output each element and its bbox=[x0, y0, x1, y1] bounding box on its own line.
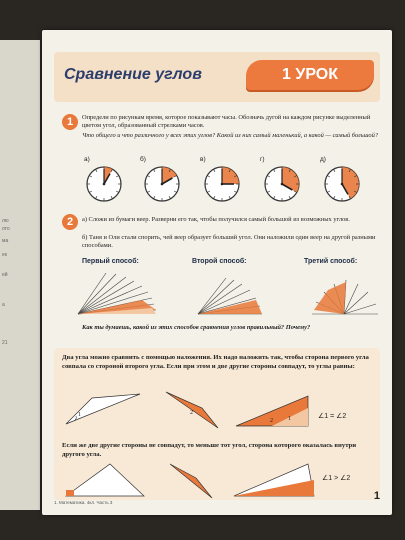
page-number: 1 bbox=[373, 490, 380, 502]
task2-part-b: б) Таня и Оли стали спорить, чей веер образует больший угол. Они наложили один веер на другой разными способами. bbox=[82, 234, 376, 249]
side-page-fragment bbox=[0, 40, 40, 510]
task2-question: Как ты думаешь, какой из этих способов сравнения углов правильный? Почему? bbox=[82, 324, 311, 331]
fan-third-method bbox=[304, 270, 384, 320]
task-number-2: 2 bbox=[62, 214, 78, 230]
side-text: ма bbox=[2, 238, 9, 244]
method-label-1: Первый способ: bbox=[82, 258, 139, 265]
page-title: Сравнение углов bbox=[64, 66, 202, 83]
angle-label: 2 bbox=[190, 410, 193, 416]
fan-second-method bbox=[190, 270, 270, 320]
clock-3 bbox=[205, 167, 239, 201]
side-text: ото bbox=[2, 226, 10, 232]
clock-label-d: г) bbox=[260, 156, 265, 163]
task2-part-a: а) Сложи из бумаги веер. Разверни его так, чтобы получился самый большой из возможных углов. bbox=[82, 216, 350, 223]
side-text: 21 bbox=[2, 340, 8, 346]
clock-label-e: д) bbox=[320, 156, 326, 163]
rule-text-equal: Два угла можно сравнить с помощью наложения. Их надо наложить так, чтобы сторона первого угла совпала со стороной второго угла. Если при этом и две другие стороны совпадут, то углы равны: bbox=[62, 354, 369, 370]
method-label-3: Третий способ: bbox=[304, 258, 358, 265]
clock-label-a: а) bbox=[84, 156, 90, 163]
task1-text: Определи по рисункам время, которое показывают часы. Обозначь дугой на каждом рисунке выделенный цветом угол, образованный стрелками часов. bbox=[82, 114, 371, 129]
angles-overlapped-greater bbox=[230, 460, 316, 500]
angles-overlapped-equal bbox=[232, 390, 312, 430]
angle-4-figure bbox=[166, 460, 216, 500]
formula-equal: ∠1 = ∠2 bbox=[318, 413, 347, 420]
rule-text-greater: Если же две другие стороны не совпадут, то меньше тот угол, сторона которого оказалась внутри другого угла. bbox=[62, 442, 357, 458]
task-number-1: 1 bbox=[62, 114, 78, 130]
clocks-row bbox=[42, 160, 392, 206]
side-text: лю bbox=[2, 218, 9, 224]
header-band bbox=[54, 52, 380, 102]
fan-first-method bbox=[72, 270, 162, 320]
task1-question: Что общего и что различного у всех этих углов? Какой из них самый маленький, а какой — самый большой? bbox=[82, 132, 379, 139]
side-text: а bbox=[2, 302, 5, 308]
clock-4 bbox=[265, 167, 299, 201]
side-text: ей bbox=[2, 272, 8, 278]
clock-label-b: б) bbox=[140, 156, 146, 163]
angle-label: 1 bbox=[78, 412, 81, 418]
angle-3-figure bbox=[62, 460, 148, 500]
angle-label: 2 bbox=[270, 418, 273, 424]
method-label-2: Второй способ: bbox=[192, 258, 247, 265]
clock-2 bbox=[145, 167, 179, 201]
clock-1 bbox=[87, 167, 121, 201]
clock-label-c: в) bbox=[200, 156, 206, 163]
rule-box bbox=[54, 348, 380, 500]
formula-greater: ∠1 > ∠2 bbox=[322, 475, 351, 482]
clock-5 bbox=[325, 167, 359, 201]
footer-note: 1. Математика. 4кл. Часть 3 bbox=[54, 500, 113, 505]
side-text: ек bbox=[2, 252, 7, 258]
angle-2-figure bbox=[162, 388, 222, 430]
angle-label: 1 bbox=[288, 416, 291, 422]
angle-1-figure bbox=[62, 388, 144, 428]
textbook-page bbox=[42, 30, 392, 515]
lesson-badge: 1 УРОК bbox=[246, 60, 374, 90]
